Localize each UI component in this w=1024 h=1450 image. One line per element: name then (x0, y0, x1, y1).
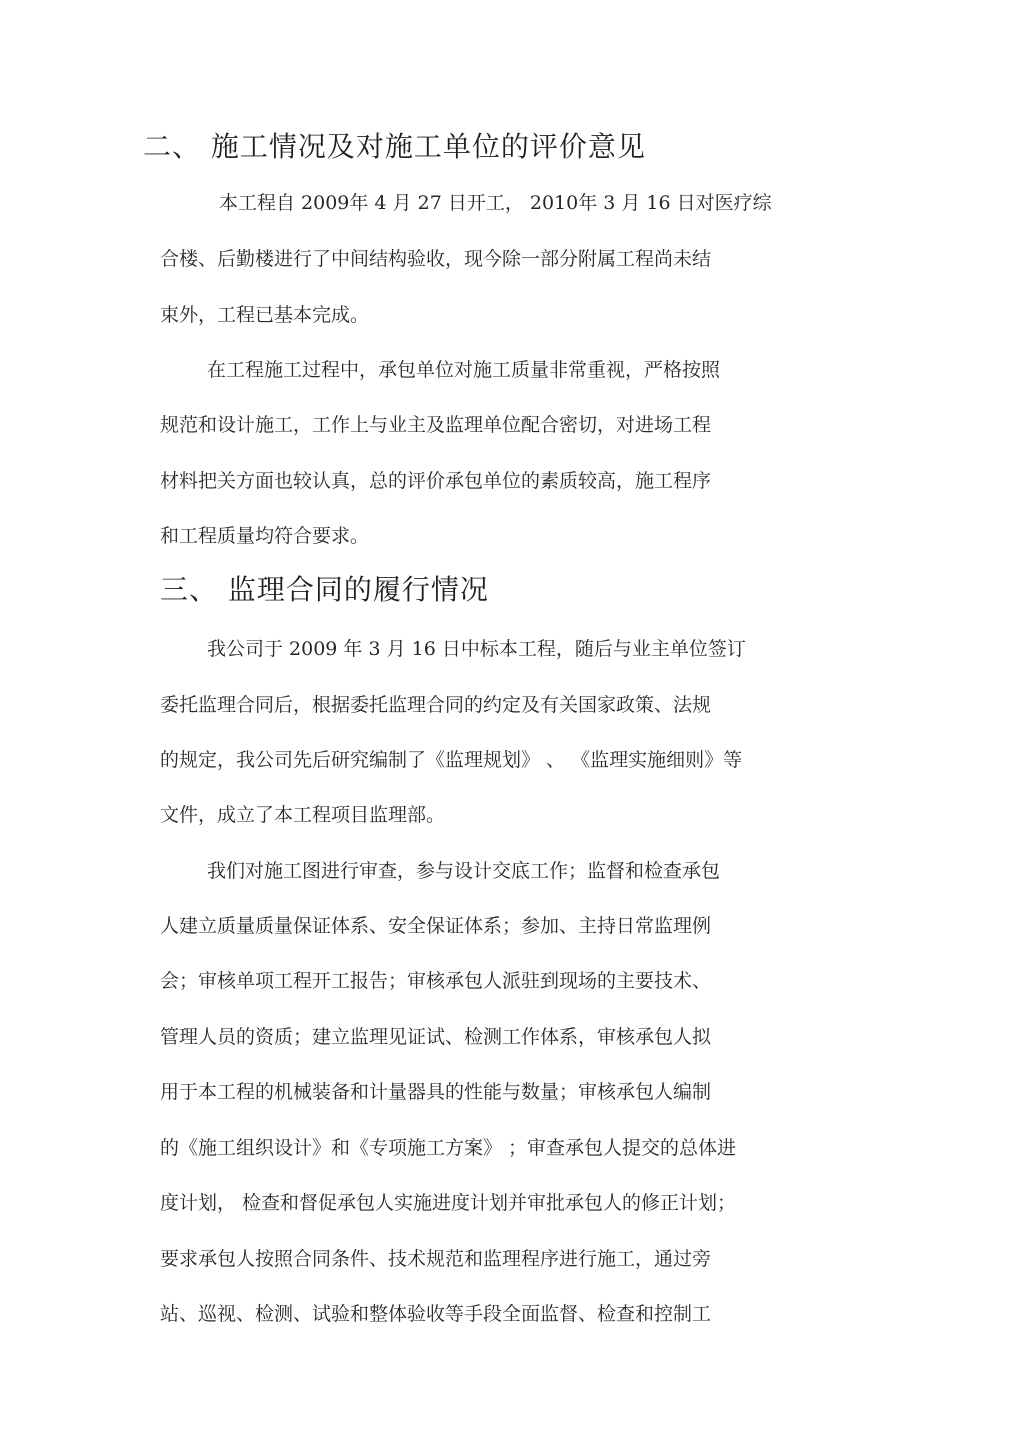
paragraph-line: 会；审核单项工程开工报告；审核承包人派驻到现场的主要技术、 (160, 970, 712, 992)
section-heading-3: 三、 监理合同的履行情况 (160, 573, 489, 606)
paragraph-line: 站、巡视、检测、试验和整体验收等手段全面监督、检查和控制工 (160, 1303, 712, 1325)
paragraph-line: 合楼、后勤楼进行了中间结构验收，现今除一部分附属工程尚未结 (160, 248, 712, 270)
paragraph-line: 我们对施工图进行审查，参与设计交底工作；监督和检查承包 (207, 860, 721, 882)
paragraph-line: 文件，成立了本工程项目监理部。 (160, 804, 446, 826)
paragraph-line: 用于本工程的机械装备和计量器具的性能与数量；审核承包人编制 (160, 1081, 712, 1103)
paragraph-line: 度计划， 检查和督促承包人实施进度计划并审批承包人的修正计划； (160, 1192, 737, 1214)
paragraph-line: 的《施工组织设计》和《专项施工方案》 ；审查承包人提交的总体进 (160, 1137, 737, 1159)
paragraph-line: 要求承包人按照合同条件、技术规范和监理程序进行施工，通过旁 (160, 1248, 712, 1270)
paragraph-line: 材料把关方面也较认真，总的评价承包单位的素质较高，施工程序 (160, 470, 712, 492)
paragraph-line: 委托监理合同后，根据委托监理合同的约定及有关国家政策、法规 (160, 694, 712, 716)
section-heading-2: 二、 施工情况及对施工单位的评价意见 (143, 130, 646, 163)
paragraph-line: 和工程质量均符合要求。 (160, 525, 370, 547)
paragraph-line: 我公司于 2009 年 3 月 16 日中标本工程，随后与业主单位签订 (207, 638, 746, 660)
paragraph-line: 本工程自 2009年 4 月 27 日开工， 2010年 3 月 16 日对医疗综 (219, 192, 772, 214)
paragraph-line: 规范和设计施工，工作上与业主及监理单位配合密切，对进场工程 (160, 414, 712, 436)
paragraph-line: 束外，工程已基本完成。 (160, 304, 370, 326)
paragraph-line: 在工程施工过程中，承包单位对施工质量非常重视，严格按照 (207, 359, 721, 381)
paragraph-line: 人建立质量质量保证体系、安全保证体系；参加、主持日常监理例 (160, 915, 712, 937)
paragraph-line: 管理人员的资质；建立监理见证试、检测工作体系，审核承包人拟 (160, 1026, 712, 1048)
paragraph-line: 的规定，我公司先后研究编制了《监理规划》 、 《监理实施细则》等 (160, 749, 743, 771)
